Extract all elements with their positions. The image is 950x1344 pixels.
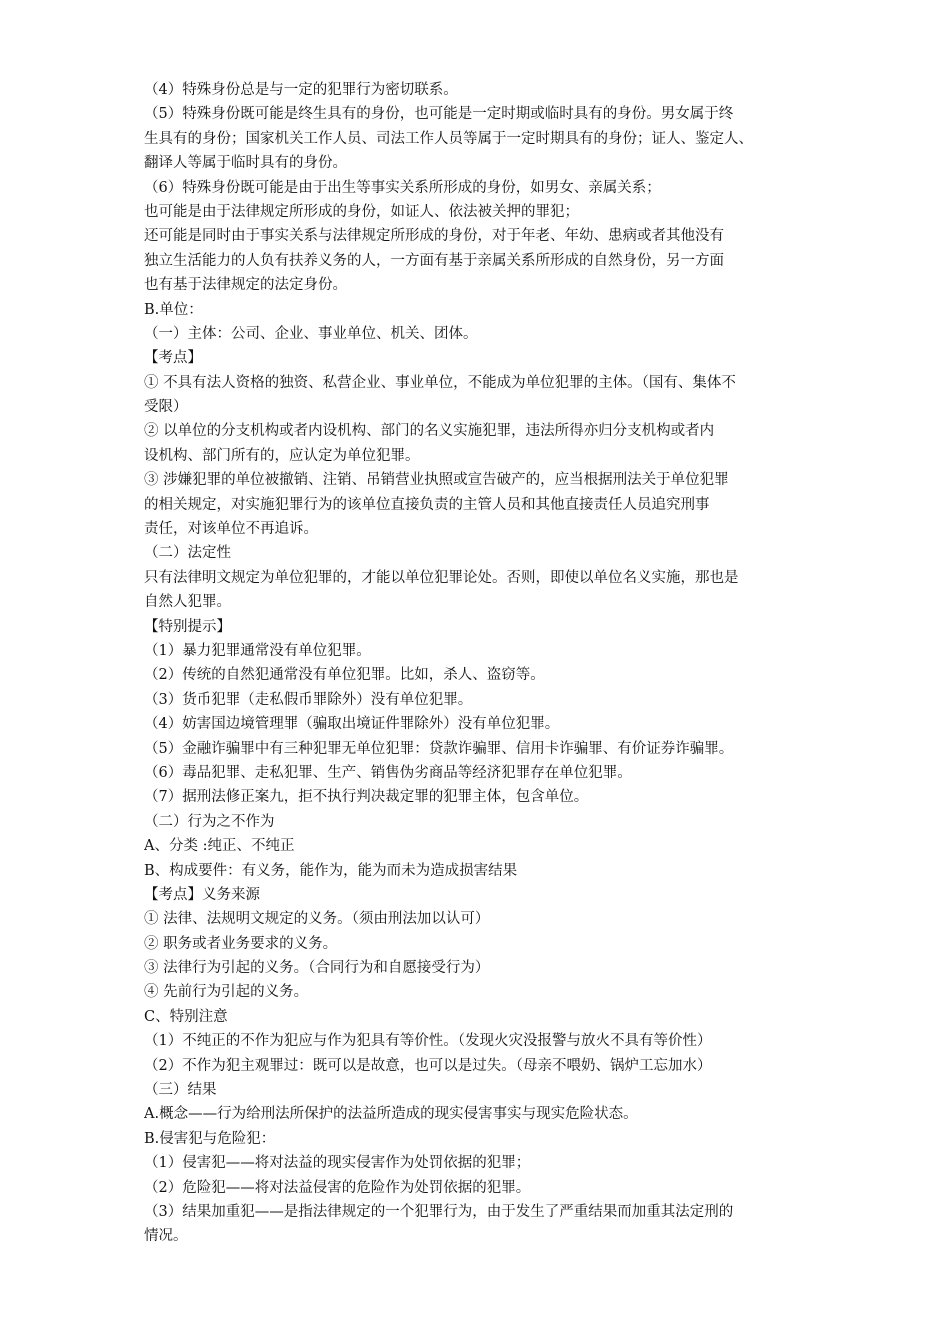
- text-line: A、分类 :纯正、不纯正: [144, 838, 295, 855]
- text-line: 受限）: [144, 399, 188, 416]
- text-line: 独立生活能力的人负有扶养义务的人，一方面有基于亲属关系所形成的自然身份，另一方面: [144, 252, 724, 269]
- text-line: （6）特殊身份既可能是由于出生等事实关系所形成的身份，如男女、亲属关系；: [144, 179, 661, 196]
- text-line: 只有法律明文规定为单位犯罪的，才能以单位犯罪论处。否则，即使以单位名义实施，那也是: [144, 569, 739, 586]
- text-line: （二）法定性: [144, 545, 231, 562]
- text-line: 的相关规定，对实施犯罪行为的该单位直接负责的主管人员和其他直接责任人员追究刑事: [144, 496, 710, 513]
- text-line: 情况。: [144, 1228, 188, 1245]
- text-line: （4）特殊身份总是与一定的犯罪行为密切联系。: [144, 82, 458, 98]
- text-line: ③ 涉嫌犯罪的单位被撤销、注销、吊销营业执照或宣告破产的，应当根据刑法关于单位犯罪: [144, 472, 729, 489]
- text-line: ③ 法律行为引起的义务。（合同行为和自愿接受行为）: [144, 960, 490, 977]
- text-line: （7）据刑法修正案九，拒不执行判决裁定罪的犯罪主体，包含单位。: [144, 789, 589, 806]
- text-line: 也有基于法律规定的法定身份。: [144, 277, 347, 294]
- document-page: [144, 78, 816, 1249]
- text-line: （1）侵害犯——将对法益的现实侵害作为处罚依据的犯罪；: [144, 1155, 531, 1172]
- text-line: 翻译人等属于临时具有的身份。: [144, 155, 347, 172]
- text-line: ② 职务或者业务要求的义务。: [144, 935, 338, 952]
- text-line: ④ 先前行为引起的义务。: [144, 984, 309, 1001]
- text-line: B.单位：: [144, 301, 203, 318]
- text-line: （2）危险犯——将对法益侵害的危险作为处罚依据的犯罪。: [144, 1179, 531, 1196]
- text-line: C、特别注意: [144, 1008, 228, 1025]
- text-line: 【特别提示】: [144, 618, 231, 635]
- text-line: B、构成要件：有义务，能作为，能为而未为造成损害结果: [144, 862, 518, 879]
- text-line: （4）妨害国边境管理罪（骗取出境证件罪除外）没有单位犯罪。: [144, 716, 560, 733]
- text-line: （二）行为之不作为: [144, 813, 275, 830]
- text-line: 生具有的身份；国家机关工作人员、司法工作人员等属于一定时期具有的身份；证人、鉴定人、: [144, 130, 753, 147]
- text-line: （三）结果: [144, 1082, 217, 1099]
- text-line: 责任，对该单位不再追诉。: [144, 521, 318, 538]
- text-line: （1）暴力犯罪通常没有单位犯罪。: [144, 642, 371, 659]
- text-line: 【考点】义务来源: [144, 886, 260, 903]
- text-line: （2）传统的自然犯通常没有单位犯罪。比如，杀人、盗窃等。: [144, 667, 545, 684]
- text-line: 设机构、部门所有的，应认定为单位犯罪。: [144, 447, 420, 464]
- text-line: （1）不纯正的不作为犯应与作为犯具有等价性。（发现火灾没报警与放火不具有等价性）: [144, 1033, 712, 1050]
- text-line: （5）金融诈骗罪中有三种犯罪无单位犯罪：贷款诈骗罪、信用卡诈骗罪、有价证券诈骗罪。: [144, 740, 734, 757]
- text-line: （3）结果加重犯——是指法律规定的一个犯罪行为，由于发生了严重结果而加重其法定刑的: [144, 1203, 734, 1220]
- text-line: （6）毒品犯罪、走私犯罪、生产、销售伪劣商品等经济犯罪存在单位犯罪。: [144, 764, 632, 781]
- text-line: 还可能是同时由于事实关系与法律规定所形成的身份，对于年老、年幼、患病或者其他没有: [144, 228, 724, 245]
- text-line: 也可能是由于法律规定所形成的身份，如证人、依法被关押的罪犯；: [144, 203, 579, 220]
- text-line: A.概念——行为给刑法所保护的法益所造成的现实侵害事实与现实危险状态。: [144, 1106, 638, 1123]
- text-line: ① 不具有法人资格的独资、私营企业、事业单位，不能成为单位犯罪的主体。（国有、集体不: [144, 374, 736, 391]
- text-line: 【考点】: [144, 350, 202, 367]
- text-line: B.侵害犯与危险犯：: [144, 1130, 276, 1147]
- text-line: 自然人犯罪。: [144, 594, 231, 611]
- text-line: ② 以单位的分支机构或者内设机构、部门的名义实施犯罪，违法所得亦归分支机构或者内: [144, 423, 715, 440]
- text-line: ① 法律、法规明文规定的义务。（须由刑法加以认可）: [144, 911, 490, 928]
- text-line: （3）货币犯罪（走私假币罪除外）没有单位犯罪。: [144, 691, 473, 708]
- text-line: （一）主体：公司、企业、事业单位、机关、团体。: [144, 325, 478, 342]
- text-line: （5）特殊身份既可能是终生具有的身份，也可能是一定时期或临时具有的身份。男女属于终: [144, 106, 734, 123]
- text-line: （2）不作为犯主观罪过：既可以是故意，也可以是过失。（母亲不喂奶、锅炉工忘加水）: [144, 1057, 712, 1074]
